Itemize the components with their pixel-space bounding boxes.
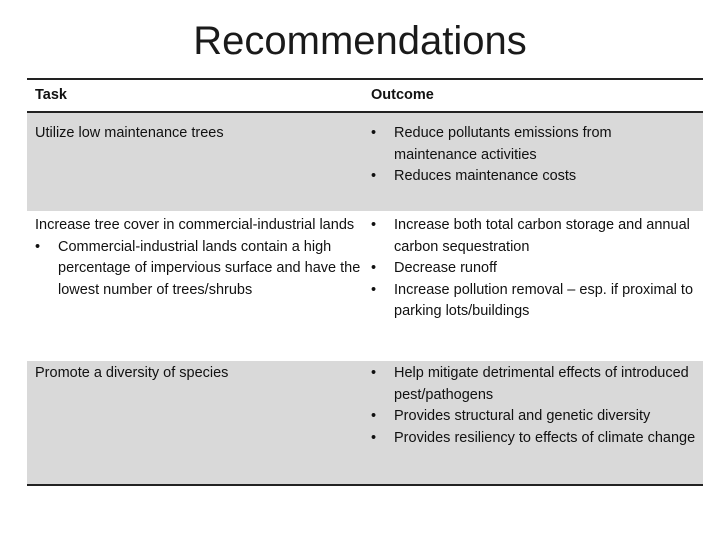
outcome-item: • Reduce pollutants emissions from maintenance activities [371, 123, 697, 166]
outcome-list [371, 123, 697, 188]
outcome-cell [364, 123, 703, 211]
outcome-item: • Help mitigate detrimental effects of introduced pest/pathogens [371, 363, 697, 406]
task-text: Promote a diversity of species [35, 365, 229, 381]
recommendations-table [27, 78, 703, 486]
outcome-cell [364, 363, 703, 484]
outcome-item: • Decrease runoff [371, 258, 697, 280]
task-text: Increase tree cover in commercial-industrial lands [35, 217, 355, 233]
outcome-cell [364, 215, 703, 361]
outcome-list [371, 363, 697, 449]
table-row [27, 211, 703, 361]
task-text: Utilize low maintenance trees [35, 125, 224, 141]
outcome-item: • Provides resiliency to effects of climate change [371, 428, 697, 450]
table-header-row [27, 80, 703, 113]
slide-title: Recommendations [193, 19, 527, 63]
task-sub-item: • Commercial-industrial lands contain a high percentage of impervious surface and have the lowest number of trees/shrubs [35, 237, 364, 302]
header-outcome: Outcome [371, 86, 434, 103]
outcome-list [371, 215, 697, 323]
task-cell [27, 123, 364, 211]
outcome-item: • Provides structural and genetic diversity [371, 406, 697, 428]
outcome-item: • Increase pollution removal – esp. if proximal to parking lots/buildings [371, 280, 697, 323]
task-cell [27, 363, 364, 484]
table-row [27, 361, 703, 484]
table-row [27, 113, 703, 211]
outcome-item: • Increase both total carbon storage and annual carbon sequestration [371, 215, 697, 258]
task-cell [27, 215, 364, 361]
header-task: Task [35, 86, 67, 103]
outcome-item: • Reduces maintenance costs [371, 166, 697, 188]
task-sub-list [35, 237, 364, 302]
